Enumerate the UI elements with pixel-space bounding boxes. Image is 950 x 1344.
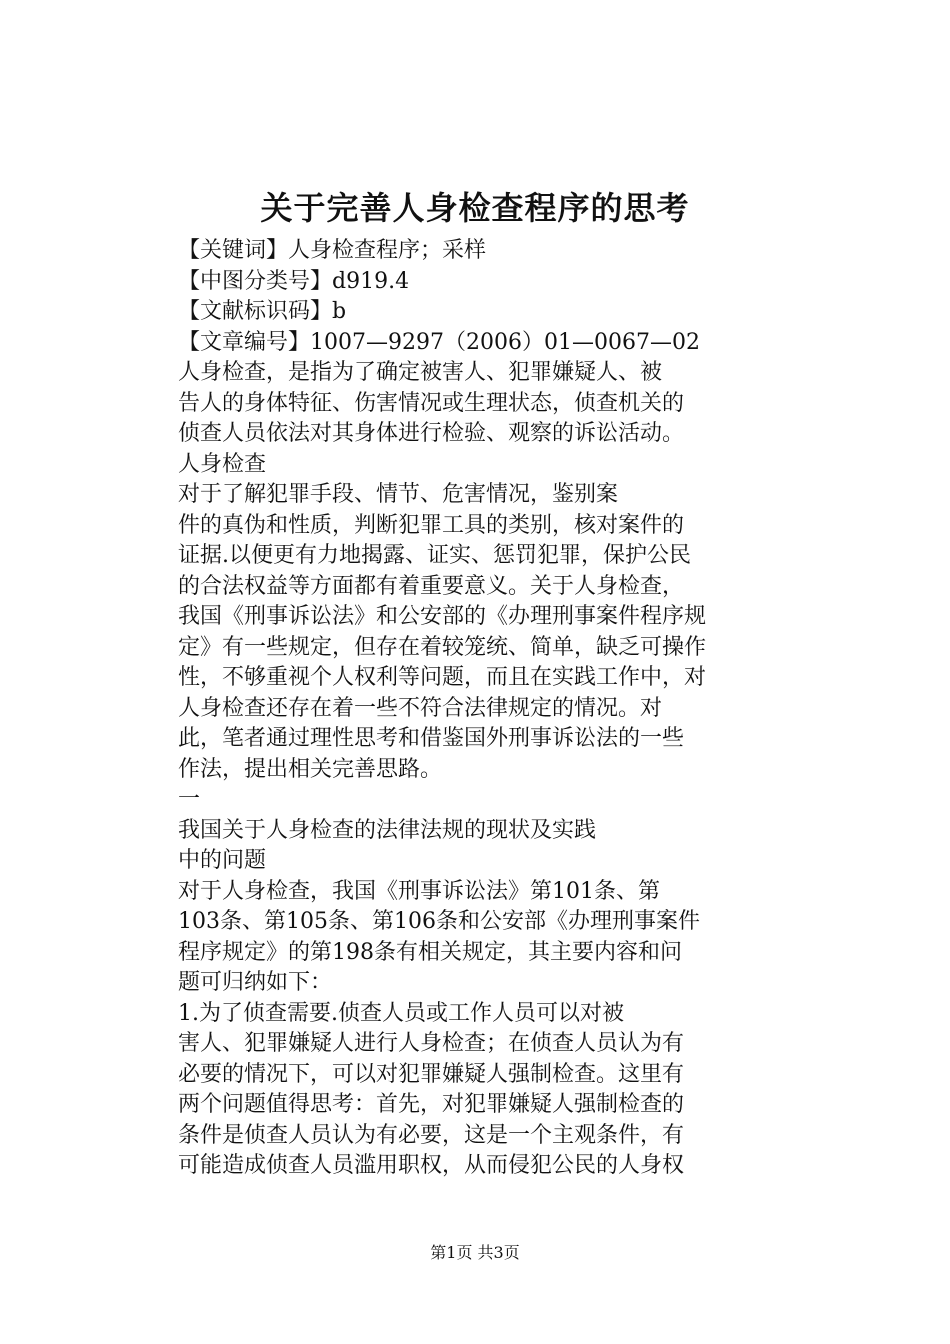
text-line: 必要的情况下，可以对犯罪嫌疑人强制检查。这里有 bbox=[178, 1061, 685, 1087]
text-line: 害人、犯罪嫌疑人进行人身检查；在侦查人员认为有 bbox=[178, 1031, 685, 1056]
text-line: 两个问题值得思考：首先，对犯罪嫌疑人强制检查的 bbox=[178, 1092, 685, 1117]
text-line: 可能造成侦查人员滥用职权，从而侵犯公民的人身权 bbox=[178, 1153, 685, 1178]
text-line: 一 bbox=[178, 787, 201, 812]
page-footer: 第1页 共3页 bbox=[430, 1243, 520, 1262]
text-line: 条件是侦查人员认为有必要，这是一个主观条件，有 bbox=[178, 1122, 685, 1148]
text-line: 【文章编号】1007—9297（2006）01—0067—02 bbox=[178, 329, 700, 355]
text-line: 的合法权益等方面都有着重要意义。关于人身检查， bbox=[178, 573, 685, 599]
text-line: 此，笔者通过理性思考和借鉴国外刑事诉讼法的一些 bbox=[178, 726, 685, 751]
text-line: 103条、第105条、第106条和公安部《办理刑事案件 bbox=[178, 909, 700, 934]
document-title: 关于完善人身检查程序的思考 bbox=[260, 189, 690, 227]
text-line: 1.为了侦查需要.侦查人员或工作人员可以对被 bbox=[178, 1000, 624, 1026]
text-line: 定》有一些规定，但存在着较笼统、简单，缺乏可操作 bbox=[178, 634, 707, 660]
text-line: 题可归纳如下： bbox=[178, 970, 333, 995]
text-line: 性，不够重视个人权利等问题，而且在实践工作中，对 bbox=[178, 665, 707, 690]
text-line: 程序规定》的第198条有相关规定，其主要内容和问 bbox=[178, 939, 682, 965]
text-line: 我国《刑事诉讼法》和公安部的《办理刑事案件程序规 bbox=[178, 604, 707, 629]
text-line: 人身检查 bbox=[178, 451, 267, 477]
text-line: 人身检查，是指为了确定被害人、犯罪嫌疑人、被 bbox=[178, 360, 663, 385]
text-line: 对于了解犯罪手段、情节、危害情况，鉴别案 bbox=[178, 482, 619, 507]
text-line: 告人的身体特征、伤害情况或生理状态，侦查机关的 bbox=[178, 390, 685, 416]
text-line: 中的问题 bbox=[178, 848, 267, 873]
text-line: 【中图分类号】d919.4 bbox=[178, 268, 410, 294]
text-line: 我国关于人身检查的法律法规的现状及实践 bbox=[178, 817, 597, 843]
text-line: 【文献标识码】b bbox=[178, 299, 347, 324]
text-line: 人身检查还存在着一些不符合法律规定的情况。对 bbox=[178, 695, 663, 721]
text-line: 件的真伪和性质，判断犯罪工具的类别，核对案件的 bbox=[178, 512, 685, 538]
text-line: 【关键词】人身检查程序；采样 bbox=[178, 238, 487, 263]
document-body bbox=[178, 236, 798, 1182]
text-line: 侦查人员依法对其身体进行检验、观察的诉讼活动。 bbox=[178, 421, 685, 446]
text-line: 对于人身检查，我国《刑事诉讼法》第101条、第 bbox=[178, 878, 660, 904]
text-line: 作法，提出相关完善思路。 bbox=[178, 756, 443, 782]
text-line: 证据.以便更有力地揭露、证实、惩罚犯罪，保护公民 bbox=[178, 543, 691, 568]
